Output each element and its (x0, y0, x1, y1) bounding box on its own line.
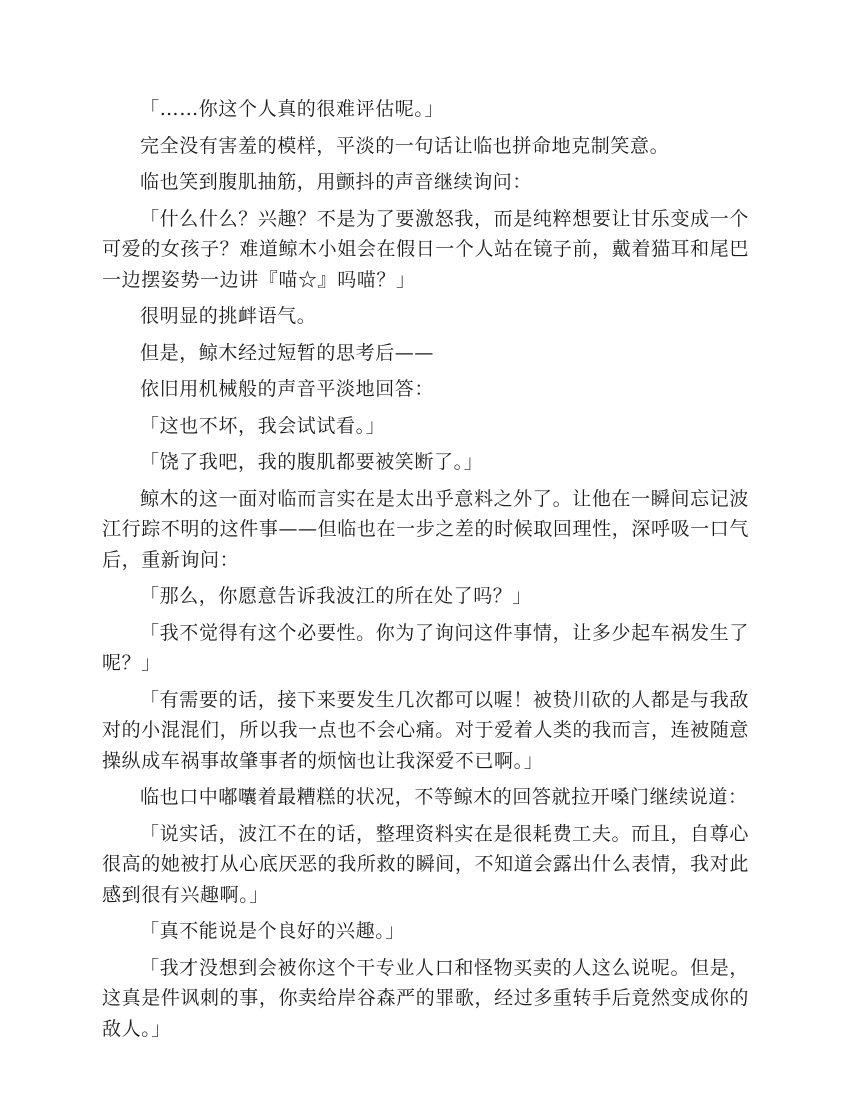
paragraph: 完全没有害羞的模样，平淡的一句话让临也拼命地克制笑意。 (140, 134, 670, 157)
paragraph: 「说实话，波江不在的话，整理资料实在是很耗费工夫。而且，自尊心很高的她被打从心底厌恶的我所救的瞬间，不知道会露出什么表情，我对此感到很有兴趣啊。」 (102, 822, 749, 906)
paragraph: 「饶了我吧，我的腹肌都要被笑断了。」 (140, 451, 484, 473)
paragraph: 「真不能说是个良好的兴趣。」 (140, 920, 405, 942)
paragraph: 临也口中嘟囔着最糟糕的状况，不等鲸木的回答就拉开嗓门继续说道： (140, 786, 748, 808)
document-body (102, 94, 749, 1050)
paragraph: 「这也不坏，我会试试看。」 (140, 414, 386, 437)
paragraph: 「……你这个人真的很难评估呢。」 (140, 98, 445, 120)
paragraph: 「有需要的话，接下来要发生几次都可以喔！被贽川砍的人都是与我敌对的小混混们，所以我一点也不会心痛。对于爱着人类的我而言，连被随意操纵成车祸事故肇事者的烦恼也让我深爱不已啊。」 (102, 688, 749, 772)
paragraph: 依旧用机械般的声音平淡地回答： (140, 378, 435, 400)
paragraph: 临也笑到腹肌抽筋，用颤抖的声音继续询问： (140, 171, 533, 193)
paragraph: 「我才没想到会被你这个干专业人口和怪物买卖的人这么说呢。但是，这真是件讽刺的事，你卖给岸谷森严的罪歌，经过多重转手后竟然变成你的敌人。」 (102, 956, 749, 1040)
paragraph: 「那么，你愿意告诉我波江的所在处了吗？」 (140, 585, 533, 607)
paragraph: 很明显的挑衅语气。 (140, 305, 317, 327)
paragraph: 「什么什么？兴趣？不是为了要激怒我，而是纯粹想要让甘乐变成一个可爱的女孩子？难道鲸木小姐会在假日一个人站在镜子前，戴着猫耳和尾巴一边摆姿势一边讲『喵☆』吗喵？」 (102, 207, 749, 291)
paragraph: 「我不觉得有这个必要性。你为了询问这件事情，让多少起车祸发生了呢？」 (102, 621, 749, 674)
paragraph: 鲸木的这一面对临而言实在是太出乎意料之外了。让他在一瞬间忘记波江行踪不明的这件事——但临也在一步之差的时候取回理性，深呼吸一口气后，重新询问： (102, 487, 749, 571)
paragraph: 但是，鲸木经过短暂的思考后—— (140, 341, 435, 364)
